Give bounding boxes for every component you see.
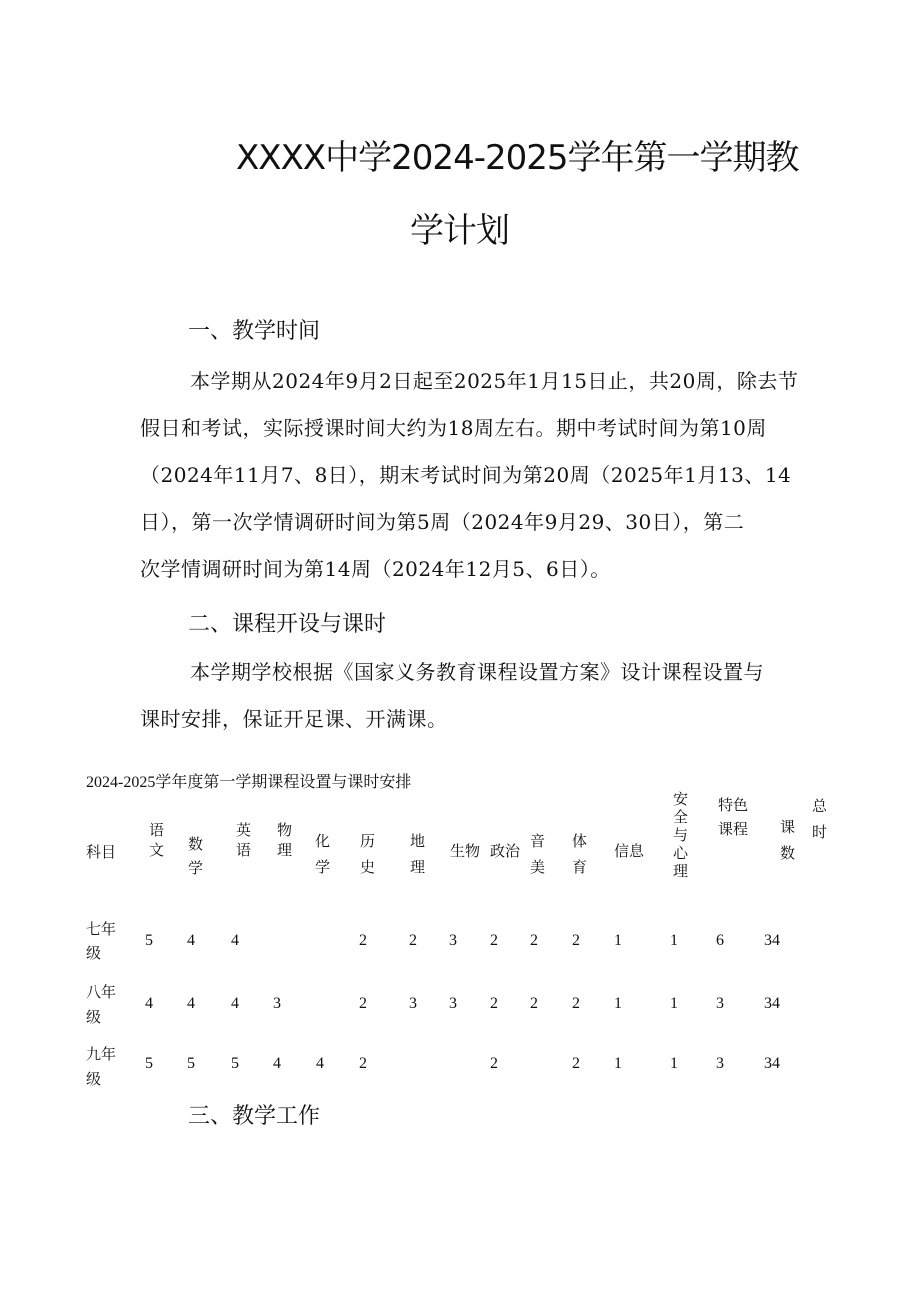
table-cell: 1 xyxy=(614,995,622,1012)
column-header-tese: 特色 课程 xyxy=(718,796,749,838)
row-label: 八年 xyxy=(86,983,117,1001)
column-header-wuli: 物 理 xyxy=(277,821,293,859)
column-header-yingyu: 英 语 xyxy=(236,821,252,859)
table-cell: 2 xyxy=(530,995,538,1012)
column-header-xinxi: 信息 xyxy=(614,842,645,860)
table-cell: 1 xyxy=(670,1055,678,1072)
table-cell: 5 xyxy=(187,1055,195,1072)
table-cell: 4 xyxy=(273,1055,281,1072)
row-label: 级 xyxy=(86,944,102,962)
table-cell: 2 xyxy=(572,932,580,949)
table-cell: 3 xyxy=(716,995,724,1012)
table-cell: 6 xyxy=(716,932,724,949)
paragraph-line: 课时安排，保证开足课、开满课。 xyxy=(140,707,448,731)
table-cell: 4 xyxy=(231,995,239,1012)
table-caption: 2024-2025学年度第一学期课程设置与课时安排 xyxy=(86,774,412,791)
table-cell: 1 xyxy=(614,932,622,949)
table-cell: 2 xyxy=(572,1055,580,1072)
paragraph-line: 次学情调研时间为第14周（2024年12月5、6日）。 xyxy=(140,557,611,581)
table-cell: 1 xyxy=(614,1055,622,1072)
table-cell: 34 xyxy=(764,995,780,1012)
table-cell: 2 xyxy=(490,995,498,1012)
table-cell: 3 xyxy=(449,995,457,1012)
column-header-shengwu: 生物 xyxy=(450,842,481,860)
table-cell: 2 xyxy=(530,932,538,949)
paragraph-line: （2024年11月7、8日），期末考试时间为第20周（2025年1月13、14 xyxy=(140,463,792,487)
column-header-zongshi: 总 时 xyxy=(812,797,828,841)
column-header-yinmei: 音 美 xyxy=(530,832,546,876)
document-title-line-2: 学计划 xyxy=(410,211,509,251)
row-label: 级 xyxy=(86,1070,102,1088)
table-cell: 2 xyxy=(359,932,367,949)
table-cell: 4 xyxy=(145,995,153,1012)
row-label: 九年 xyxy=(86,1045,117,1063)
column-header-zhengzhi: 政治 xyxy=(490,842,521,860)
table-cell: 4 xyxy=(187,932,195,949)
column-header-tiyu: 体 育 xyxy=(572,832,588,876)
column-header-lishi: 历 史 xyxy=(360,832,376,876)
section-heading-teaching-time: 一、教学时间 xyxy=(188,319,321,344)
table-cell: 34 xyxy=(764,932,780,949)
section-heading-courses: 二、课程开设与课时 xyxy=(188,612,387,637)
column-header-keshu: 课 数 xyxy=(780,818,796,862)
column-header-shuxue: 数 学 xyxy=(188,835,204,877)
column-header-dili: 地 理 xyxy=(410,832,426,876)
table-cell: 5 xyxy=(145,932,153,949)
paragraph-line: 本学期学校根据《国家义务教育课程设置方案》设计课程设置与 xyxy=(190,660,764,684)
table-cell: 2 xyxy=(490,932,498,949)
table-cell: 4 xyxy=(187,995,195,1012)
table-cell: 1 xyxy=(670,932,678,949)
table-cell: 4 xyxy=(231,932,239,949)
table-cell: 2 xyxy=(359,995,367,1012)
row-label: 级 xyxy=(86,1008,102,1026)
table-cell: 4 xyxy=(316,1055,324,1072)
paragraph-line: 日），第一次学情调研时间为第5周（2024年9月29、30日），第二 xyxy=(140,510,745,534)
paragraph-line: 本学期从2024年9月2日起至2025年1月15日止，共20周，除去节 xyxy=(190,369,799,393)
row-label: 七年 xyxy=(86,920,117,938)
table-cell: 2 xyxy=(572,995,580,1012)
column-header-huaxue: 化 学 xyxy=(315,832,331,876)
table-cell: 3 xyxy=(716,1055,724,1072)
table-cell: 3 xyxy=(409,995,417,1012)
document-title-line-1: XXXX中学2024-2025学年第一学期教 xyxy=(236,138,799,178)
table-cell: 2 xyxy=(409,932,417,949)
table-cell: 3 xyxy=(273,995,281,1012)
column-header-anquan: 安 全 与 心 理 xyxy=(673,790,689,880)
column-header-yuwen: 语 文 xyxy=(149,821,165,859)
table-cell: 2 xyxy=(359,1055,367,1072)
paragraph-line: 假日和考试，实际授课时间大约为18周左右。期中考试时间为第10周 xyxy=(140,416,767,440)
table-cell: 2 xyxy=(490,1055,498,1072)
row-header-label: 科目 xyxy=(86,843,117,861)
table-cell: 1 xyxy=(670,995,678,1012)
table-cell: 5 xyxy=(145,1055,153,1072)
table-cell: 5 xyxy=(231,1055,239,1072)
table-cell: 34 xyxy=(764,1055,780,1072)
section-heading-teaching-work: 三、教学工作 xyxy=(188,1104,321,1129)
table-cell: 3 xyxy=(449,932,457,949)
